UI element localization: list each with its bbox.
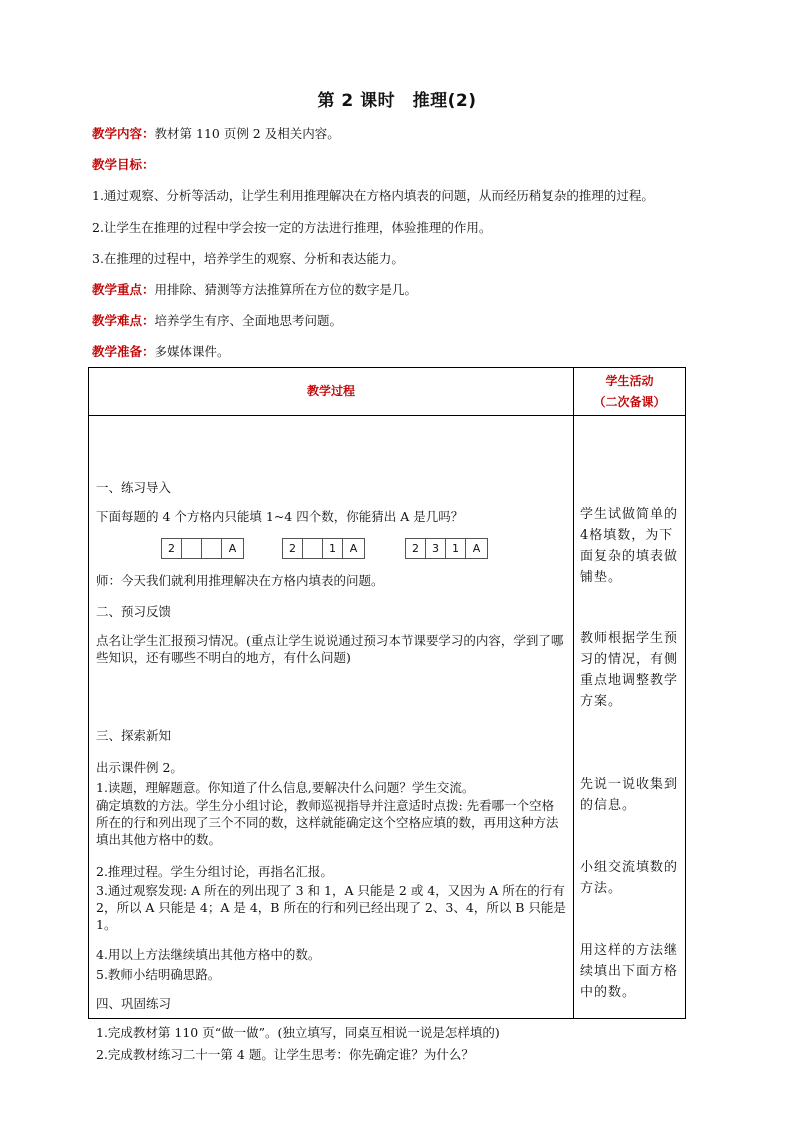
content-line: [92, 125, 732, 143]
prep-label: 教学准备：: [92, 344, 155, 359]
lesson-table: [88, 367, 686, 1062]
keypoint-text: 用排除、猜测等方法推算所在方位的数字是几。: [154, 282, 418, 297]
activity-note-1: 学生试做简单的4格填数，为下面复杂的填表做铺垫。: [580, 507, 679, 585]
section-4-line-1: 1.完成教材第 110 页“做一做”。(独立填写，同桌互相说一说是怎样填的): [96, 1025, 500, 1040]
grid-cell: A: [466, 539, 488, 559]
difficulty-line: [92, 312, 732, 330]
grid-cell: [182, 539, 202, 559]
header-process: [89, 368, 574, 416]
keypoint-label: 教学重点：: [92, 282, 155, 297]
difficulty-label: 教学难点：: [92, 313, 155, 328]
grid-cell: 2: [283, 539, 303, 559]
grid-cell: 3: [426, 539, 446, 559]
content-text: 教材第 110 页例 2 及相关内容。: [154, 126, 340, 141]
activity-note-5: 用这样的方法继续填出下面方格中的数。: [580, 943, 679, 1000]
activity-note-2: 教师根据学生预习的情况，有侧重点地调整教学方案。: [580, 631, 679, 709]
section-3-line-3: 确定填数的方法。学生分小组讨论，教师巡视指导并注意适时点拨: 先看哪一个空格所在的行和列出现了三个不同的数，这样就能确定这个空格应填的数，再用这种方法填出其他方格中的数。: [96, 798, 559, 847]
section-3-line-6: 4.用以上方法继续填出其他方格中的数。: [96, 947, 321, 962]
section-3-line-4: 2.推理过程。学生分组讨论，再指名汇报。: [96, 864, 333, 879]
grid-cell: 2: [406, 539, 426, 559]
section-1-question: 下面每题的 4 个方格内只能填 1~4 四个数，你能猜出 A 是几吗？: [96, 509, 464, 524]
section-3-line-2: 1.读题，理解题意。你知道了什么信息,要解决什么问题？学生交流。: [96, 780, 475, 795]
difficulty-text: 培养学生有序、全面地思考问题。: [154, 313, 343, 328]
section-2-title: 二、预习反馈: [96, 604, 172, 619]
section-4-line-2: 2.完成教材练习二十一第 4 题。让学生思考：你先确定谁？为什么？: [96, 1047, 474, 1062]
header-activity-text: 学生活动: [605, 373, 654, 388]
grid-cell: 2: [162, 539, 182, 559]
header-second-prep-text: （二次备课）: [593, 394, 666, 409]
prep-text: 多媒体课件。: [154, 344, 230, 359]
prep-line: [92, 343, 732, 361]
header-process-text: 教学过程: [306, 384, 355, 398]
activity-note-3: 先说一说收集到的信息。: [580, 777, 679, 813]
process-cell: [89, 416, 574, 1062]
section-1-teacher: 师：今天我们就利用推理解决在方格内填表的问题。: [96, 573, 384, 588]
number-grid-2: [282, 538, 365, 559]
page-title: 第 2 课时 推理(2): [317, 91, 477, 111]
content-label: 教学内容：: [92, 126, 155, 141]
objective-3: 3.在推理的过程中，培养学生的观察、分析和表达能力。: [92, 251, 404, 266]
activity-cell: [574, 416, 686, 1019]
grid-cell: 1: [323, 539, 343, 559]
grid-cell: [303, 539, 323, 559]
section-3-line-7: 5.教师小结明确思路。: [96, 967, 221, 982]
objective-1: 1.通过观察、分析等活动，让学生利用推理解决在方格内填表的问题，从而经历稍复杂的推理的过程。: [92, 188, 654, 203]
number-grid-1: [161, 538, 244, 559]
section-2-text: 点名让学生汇报预习情况。(重点让学生说说通过预习本节课要学习的内容，学到了哪些知识，还有哪些不明白的地方，有什么问题): [96, 633, 564, 665]
section-3-line-5: 3.通过观察发现: A 所在的列出现了 3 和 1，A 只能是 2 或 4，又因为 A 所在的行有 2，所以 A 只能是 4；A 是 4，B 所在的行和列已经出现了 2、3、4，所以 B 只能是 1。: [96, 883, 566, 932]
objectives-label: 教学目标：: [92, 157, 155, 172]
section-1-title: 一、练习导入: [96, 480, 172, 495]
grid-cell: [202, 539, 222, 559]
objective-2: 2.让学生在推理的过程中学会按一定的方法进行推理，体验推理的作用。: [92, 220, 492, 235]
section-3-title: 三、探索新知: [96, 728, 172, 743]
section-3-line-1: 出示课件例 2。: [96, 760, 183, 775]
section-4-title: 四、巩固练习: [96, 996, 172, 1011]
grid-cell: A: [222, 539, 244, 559]
activity-note-4: 小组交流填数的方法。: [580, 860, 679, 896]
objectives-label-line: [92, 156, 732, 174]
header-activity: [574, 368, 686, 416]
keypoint-line: [92, 281, 732, 299]
grid-cell: 1: [446, 539, 466, 559]
number-grid-3: [405, 538, 488, 559]
grid-cell: A: [343, 539, 365, 559]
